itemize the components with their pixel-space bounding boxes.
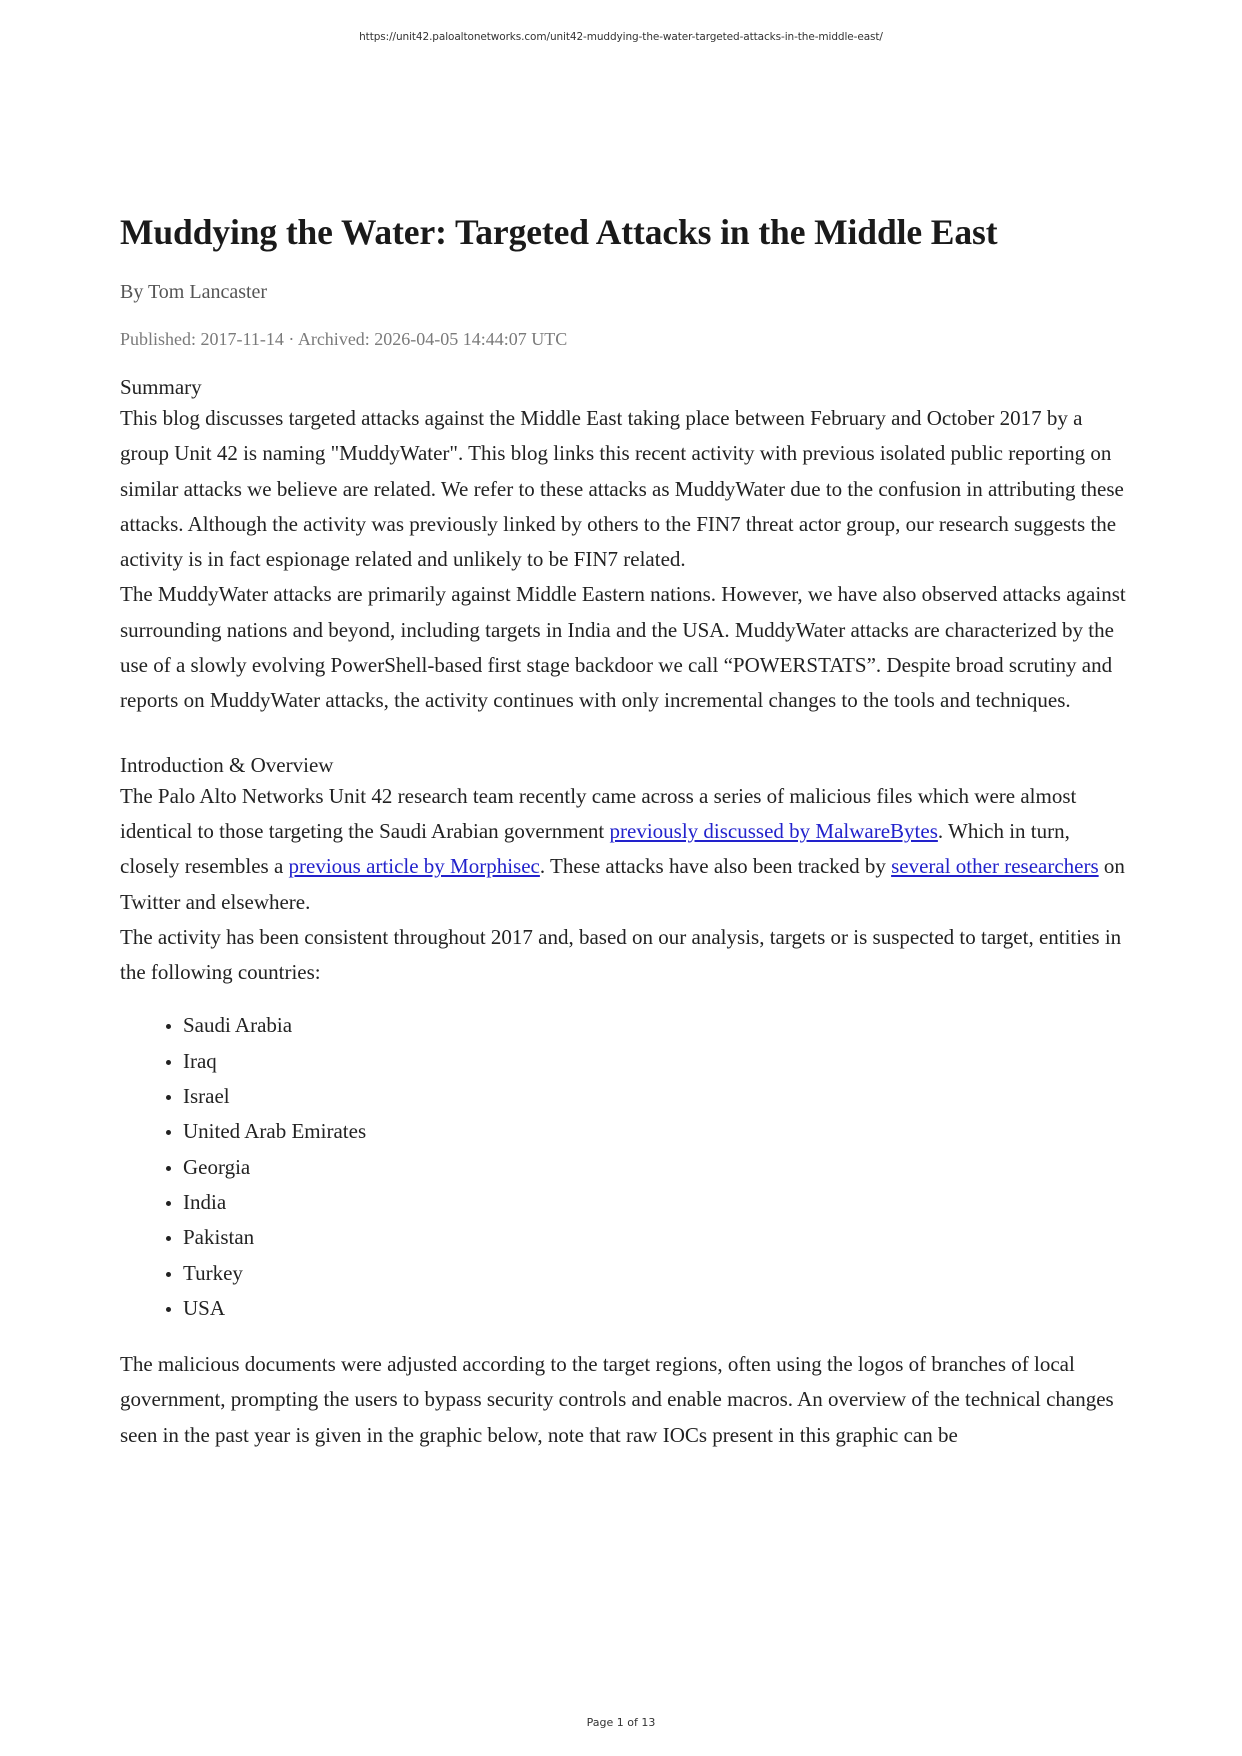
link-morphisec[interactable]: previous article by Morphisec bbox=[288, 854, 540, 879]
countries-list bbox=[120, 1008, 1130, 1326]
intro-p1-text-1: The Palo Alto Networks Unit 42 research team recently came across a series of malicious files which were almost identical to those targeting the Saudi Arabian government bbox=[120, 783, 1077, 843]
intro-p1-text-4: on Twitter and elsewhere. bbox=[120, 854, 1125, 914]
summary-heading: Summary bbox=[120, 375, 202, 399]
intro-heading: Introduction & Overview bbox=[120, 752, 334, 777]
country-item: • Turkey bbox=[183, 1256, 1130, 1291]
country-item: • Israel bbox=[183, 1079, 1130, 1114]
article-meta: Published: 2017-11-14 · Archived: 2026-04-05 14:44:07 UTC bbox=[120, 329, 568, 349]
intro-paragraph-2: The activity has been consistent throughout 2017 and, based on our analysis, targets or is suspected to target, entities in the following countries: bbox=[120, 924, 1122, 985]
link-other-researchers[interactable]: several other researchers bbox=[891, 854, 1099, 879]
country-item: • United Arab Emirates bbox=[183, 1114, 1130, 1149]
intro-paragraph-3: The malicious documents were adjusted according to the target regions, often using the logos of branches of local government, prompting the users to bypass security controls and enable macros. An overview of the technical changes seen in the past year is given in the graphic below, note that raw IOCs present in this graphic can be bbox=[120, 1352, 1114, 1447]
article-byline: By Tom Lancaster bbox=[120, 281, 268, 303]
page-number: Page 1 of 13 bbox=[586, 1716, 656, 1729]
country-item: • Saudi Arabia bbox=[183, 1008, 1130, 1043]
link-malwarebytes[interactable]: previously discussed by MalwareBytes bbox=[609, 818, 938, 843]
country-item: • USA bbox=[183, 1291, 1130, 1326]
article bbox=[120, 211, 1130, 1453]
intro-paragraph-1 bbox=[120, 779, 1130, 920]
intro-p1-text-3: . These attacks have also been tracked by bbox=[539, 854, 892, 879]
article-title: Muddying the Water: Targeted Attacks in the Middle East bbox=[120, 212, 998, 252]
country-item: • Pakistan bbox=[183, 1220, 1130, 1255]
country-item: • Georgia bbox=[183, 1150, 1130, 1185]
country-item: • India bbox=[183, 1185, 1130, 1220]
country-item: • Iraq bbox=[183, 1044, 1130, 1079]
intro-p1-text-2: . Which in turn, closely resembles a bbox=[120, 818, 1070, 879]
summary-paragraph-1: This blog discusses targeted attacks against the Middle East taking place between February and October 2017 by a group Unit 42 is naming "MuddyWater". This blog links this recent activity with previous isolated public reporting on similar attacks we believe are related. We refer to these attacks as MuddyWater due to the confusion in attributing these attacks. Although the activity was previously linked by others to the FIN7 threat actor group, our research suggests the activity is in fact espionage related and unlikely to be FIN7 related. bbox=[120, 406, 1124, 572]
page-url-header: https://unit42.paloaltonetworks.com/unit42-muddying-the-water-targeted-attacks-in-the-middle-east/ bbox=[359, 31, 883, 43]
summary-paragraph-2: The MuddyWater attacks are primarily against Middle Eastern nations. However, we have also observed attacks against surrounding nations and beyond, including targets in India and the USA. MuddyWater attacks are characterized by the use of a slowly evolving PowerShell-based first stage backdoor we call “POWERSTATS”. Despite broad scrutiny and reports on MuddyWater attacks, the activity continues with only incremental changes to the tools and techniques. bbox=[120, 582, 1126, 713]
